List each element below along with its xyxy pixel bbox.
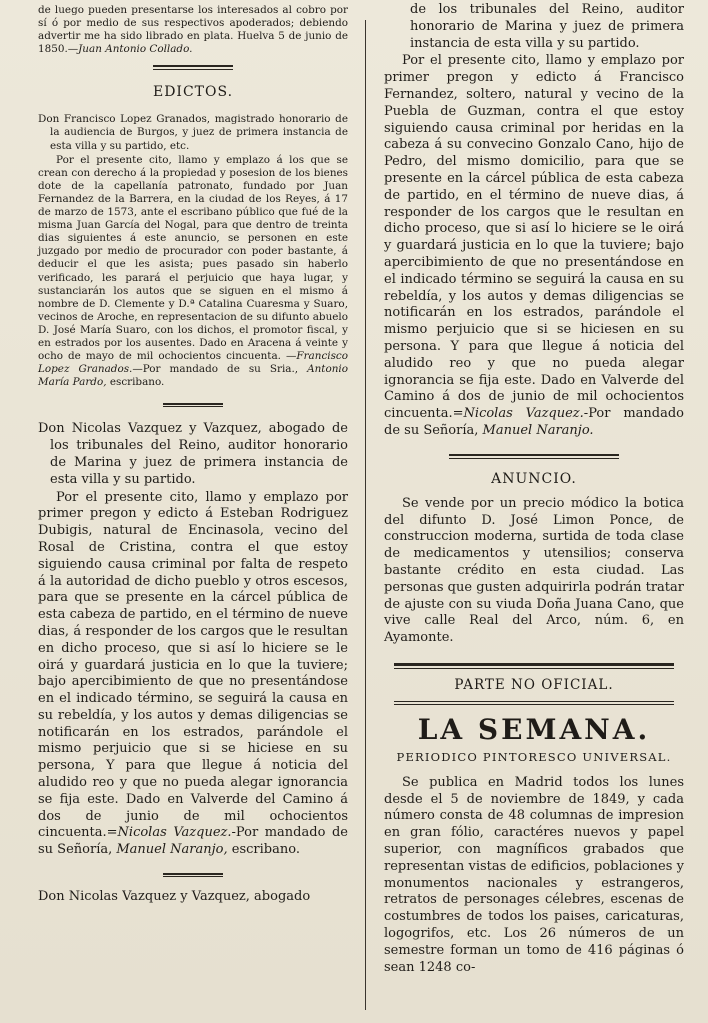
anuncio-body: Se vende por un precio módico la botica del difunto D. José Limon Ponce, de construccion moderna, surtida de toda clase de medicamentos y utensilios; conserva bastante crédito en esta ciudad. Las personas que gusten adquirirla podrán tratar de ajuste con su viuda Doña Juana Cano, que vive calle Real del Arco, núm. 6, en Ayamonte. xyxy=(384,495,684,646)
intro-signature: Juan Antonio Collado. xyxy=(78,43,193,56)
column-divider xyxy=(365,20,366,1010)
anuncio-heading: ANUNCIO. xyxy=(491,470,577,487)
section-divider xyxy=(394,701,674,705)
edicto3-heading: Don Nicolas Vazquez y Vazquez, abogado xyxy=(38,889,311,905)
la-semana-masthead: LA SEMANA. xyxy=(417,712,651,746)
section-divider xyxy=(153,65,233,70)
parte-heading: PARTE NO OFICIAL. xyxy=(454,676,614,693)
continued-body: Por el presente cito, llamo y emplazo por primer pregon y edicto á Francisco Fernandez, soltero, natural y vecino de la Puebla de Guzman, contra el que estoy siguiendo causa criminal por heridas en la cabeza á su convecino Gonzalo Cano, hijo de Pedro, del mismo domicilio, para que se presente en la cárcel pública de esta cabeza de partido, en el término de nueve dias, á responder de los cargos que le resultan en dicho proceso, que si así lo hiciere se le oirá y guardará justicia en lo que la tuviere; bajo apercibimiento de que no presentándose en el indicado término se seguirá la causa en su rebeldía, y los autos y demas diligencias se notificarán en los estrados, parándole el mismo perjuicio que si se hiciesen en su persona. Y para que llegue á noticia del aludido reo y que no pueda alegar ignorancia se fija este. Dado en Valverde del Camino á dos de junio de mil ochocientos cincuenta.=Nicolas Vazquez.-Por mandado de su Señoría, Manuel Naranjo. xyxy=(384,53,684,438)
section-divider xyxy=(163,403,223,407)
left-column xyxy=(38,0,348,906)
edicto2-heading: Don Nicolas Vazquez y Vazquez, abogado de los tribunales del Reino, auditor honorario de Marina y juez de primera instancia de esta villa y su partido. xyxy=(38,421,348,487)
la-semana-body: Se publica en Madrid todos los lunes desde el 5 de noviembre de 1849, y cada número consta de 48 columnas de impresion en gran fólio, caractéres nuevos y papel superior, con magníficos grabados que representan vistas de edificios, poblaciones y monumentos nacionales y estrangeros, retratos de personages célebres, escenas de costumbres de todos los paises, caricaturas, logogrifos, etc. Los 26 números de un semestre forman un tomo de 416 páginas ó sean 1248 co- xyxy=(384,774,684,975)
edicto1-body: Por el presente cito, llamo y emplazo á los que se crean con derecho á la propiedad y posesion de los bienes dote de la capellanía patronato, fundado por Juan Fernandez de la Barrera, en la ciudad de los Reyes, á 17 de marzo de 1573, ante el escribano público que fué de la misma Juan García del Nogal, para que dentro de treinta dias siguientes á este anuncio, se personen en este juzgado por medio de procurador con poder bastante, á deducir el que les asista; pues pasado sin haberlo verificado, les parará el perjuicio que haya lugar, y sustanciarán los autos que se siguen en el mismo á nombre de D. Clemente y D.ª Catalina Cuaresma y Suaro, vecinos de Aroche, en representacion de su difunto abuelo D. José María Suaro, con los dichos, el promotor fiscal, y en estrados por los ausentes. Dado en Aracena á veinte y ocho de mayo de mil ochocientos cincuenta. —Francisco Lopez Granados.—Por mandado de su Sria., Antonio María Pardo, escribano. xyxy=(38,153,349,389)
section-divider xyxy=(449,454,619,459)
edictos-heading: EDICTOS. xyxy=(152,84,234,101)
section-divider xyxy=(394,663,674,669)
right-column xyxy=(384,0,684,976)
continued-heading: de los tribunales del Reino, auditor honorario de Marina y juez de primera instancia de esta villa y su partido. xyxy=(410,2,684,51)
la-semana-subtitle: PERIODICO PINTORESCO UNIVERSAL. xyxy=(396,749,672,764)
edicto2-body: Por el presente cito, llamo y emplazo por primer pregon y edicto á Esteban Rodriguez Dubigis, natural de Encinasola, vecino del Rosal de Cristina, contra el que estoy siguiendo causa criminal por falta de respeto á la autoridad de dicho pueblo y otros escesos, para que se presente en la cárcel pública de esta cabeza de partido, en el término de nueve dias, á responder de los cargos que le resultan en dicho proceso, que si así lo hiciere se le oirá y guardará justicia en lo que la tuviere; bajo apercibimiento de que no presentándose en el indicado término, se seguirá la causa en su rebeldía, y los autos y demas diligencias se notificarán en los estrados, parándole el mismo perjuicio que si se hiciese en su persona, Y para que llegue á noticia del aludido reo y que no pueda alegar ignorancia se fija este. Dado en Valverde del Camino á dos de junio de mil ochocientos cincuenta.=Nicolas Vazquez.-Por mandado de su Señoría, Manuel Naranjo, escribano. xyxy=(38,489,349,858)
intro-paragraph: de luego pueden presentarse los interesados al cobro por sí ó por medio de sus respectivos apoderados; debiendo advertir me ha sido librado en plata. Huelva 5 de junio de 1850.—Juan Antonio Collado. xyxy=(38,4,348,56)
edicto1-heading: Don Francisco Lopez Granados, magistrado honorario de la audiencia de Burgos, y juez de primera instancia de esta villa y su partido, etc. xyxy=(38,113,348,152)
section-divider xyxy=(163,873,223,877)
